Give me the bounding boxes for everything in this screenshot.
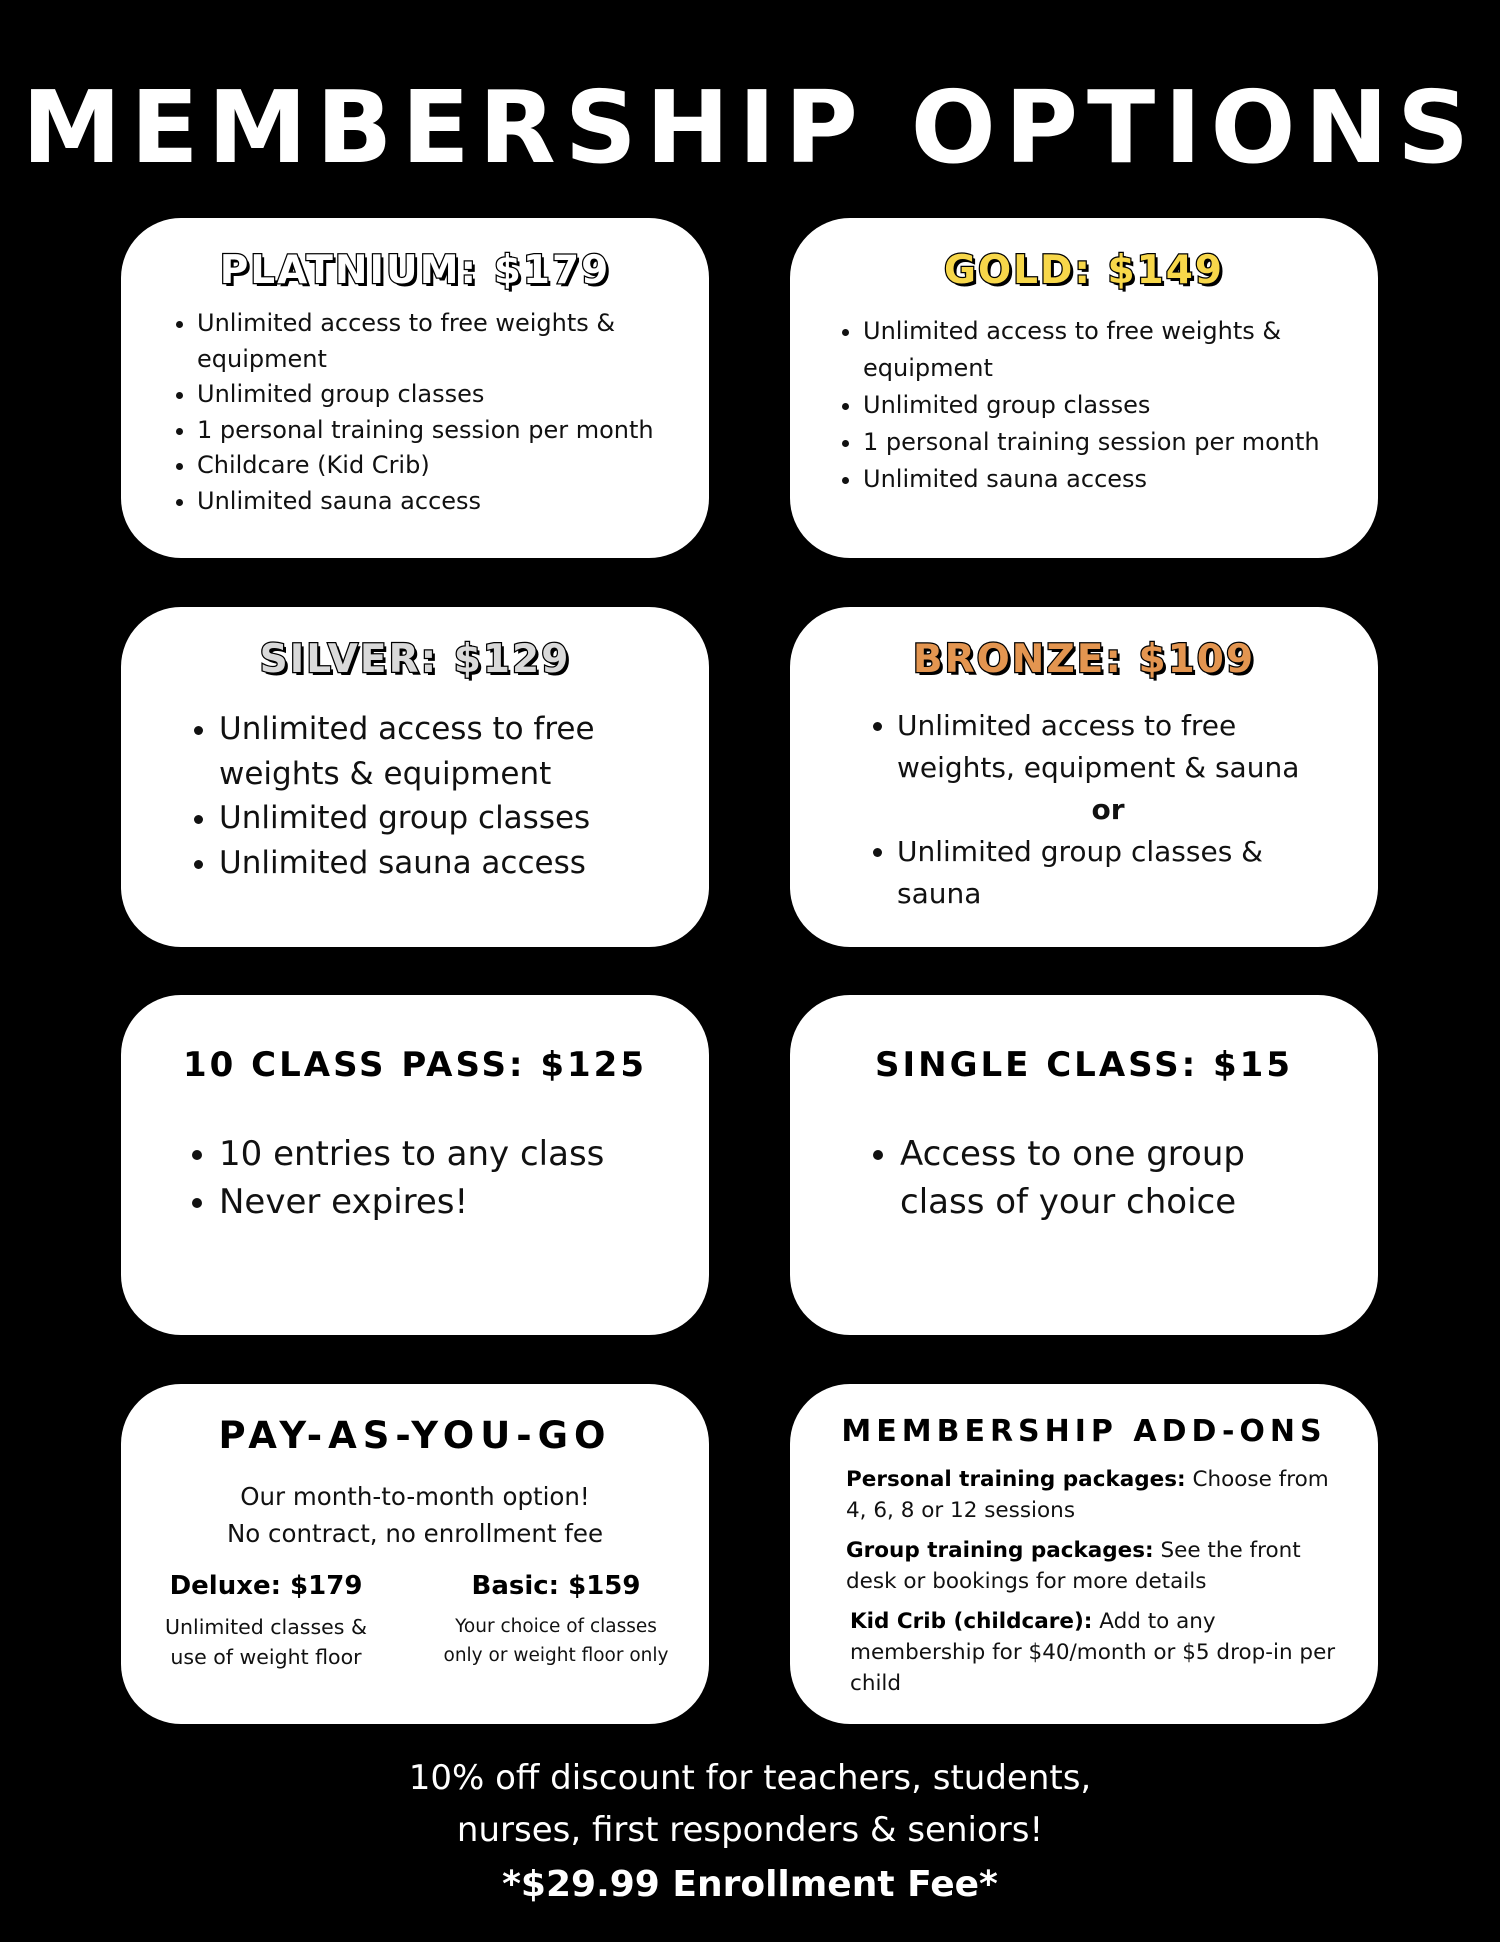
single-class-card [790,995,1378,1335]
gold-card [790,218,1378,558]
addons-card [790,1384,1378,1724]
list-item: • Unlimited group classes [219,796,699,841]
list-item: • Unlimited group classes & sauna [897,831,1347,915]
deluxe-desc-line1: Unlimited classes & [165,1615,367,1639]
gold-feature-list [835,313,1388,498]
platinum-card [121,218,709,558]
platinum-feature-list [169,306,707,519]
class-pass-title: 10 CLASS PASS: $125 [183,1045,647,1085]
class-pass-card [121,995,709,1335]
class-pass-feature-list [191,1130,699,1226]
list-item: • 1 personal training session per month [863,424,1388,461]
pay-as-you-go-subtitle-line2: No contract, no enrollment fee [226,1519,604,1548]
deluxe-option [121,1568,411,1672]
list-item: • Unlimited group classes [863,387,1388,424]
bronze-card [790,607,1378,947]
list-item: • Access to one group class of your choice [900,1130,1330,1226]
platinum-title: PLATNIUM: $179 [219,248,611,293]
addon-kid-crib [850,1606,1346,1699]
addons-title: MEMBERSHIP ADD-ONS [841,1414,1327,1449]
addon-personal-training-text: Choose from 4, 6, 8 or 12 sessions [846,1467,1329,1523]
addon-group-training-label: Group training packages: [846,1538,1154,1563]
addons-list [846,1464,1346,1708]
list-item: • Childcare (Kid Crib) [197,448,707,484]
list-item: • Unlimited group classes [197,377,707,413]
bronze-or-separator: or [1091,793,1125,826]
list-item: • Unlimited access to free weights, equipment & sauna [897,705,1347,789]
addon-kid-crib-label: Kid Crib (childcare): [850,1609,1093,1634]
list-item: • Unlimited sauna access [863,461,1388,498]
basic-desc-line1: Your choice of classes [455,1616,657,1637]
single-class-title: SINGLE CLASS: $15 [874,1045,1293,1085]
pay-as-you-go-card [121,1384,709,1724]
basic-option [411,1568,701,1670]
footer-discount-line1: 10% off discount for teachers, students, [408,1758,1092,1798]
addon-personal-training [846,1464,1346,1526]
addon-group-training-text: See the front desk or bookings for more details [846,1538,1301,1594]
basic-title: Basic: $159 [471,1571,641,1601]
pay-as-you-go-subtitle-line1: Our month-to-month option! [240,1482,590,1511]
list-item: • Unlimited access to free weights & equipment [197,306,707,377]
basic-desc-line2: only or weight floor only [443,1645,669,1666]
silver-card [121,607,709,947]
list-item: • Unlimited access to free weights & equipment [863,313,1388,387]
list-item: • 1 personal training session per month [197,413,707,449]
list-item: • Unlimited access to free weights & equipment [219,707,699,796]
bronze-feature-list [869,705,1347,915]
list-item: • Unlimited sauna access [219,841,699,886]
addon-kid-crib-text: Add to any membership for $40/month or $5 drop-in per child [850,1609,1336,1696]
list-item: • Unlimited sauna access [197,484,707,520]
pay-as-you-go-subtitle [121,1478,709,1552]
footer-discount [0,1752,1500,1856]
silver-feature-list [191,707,699,885]
list-item: • Never expires! [219,1178,699,1226]
page-title: MEMBERSHIP OPTIONS [21,69,1479,186]
bronze-title: BRONZE: $109 [912,637,1256,682]
list-item: • 10 entries to any class [219,1130,699,1178]
deluxe-desc-line2: use of weight floor [170,1645,362,1669]
silver-title: SILVER: $129 [259,637,571,682]
deluxe-title: Deluxe: $179 [169,1571,363,1601]
footer-discount-line2: nurses, first responders & seniors! [456,1810,1044,1850]
pay-as-you-go-title: PAY-AS-YOU-GO [218,1414,612,1457]
addon-personal-training-label: Personal training packages: [846,1467,1186,1492]
gold-title: GOLD: $149 [943,248,1225,293]
enrollment-fee: *$29.99 Enrollment Fee* [502,1864,998,1905]
addon-group-training [846,1535,1346,1597]
single-class-feature-list [872,1130,1330,1226]
